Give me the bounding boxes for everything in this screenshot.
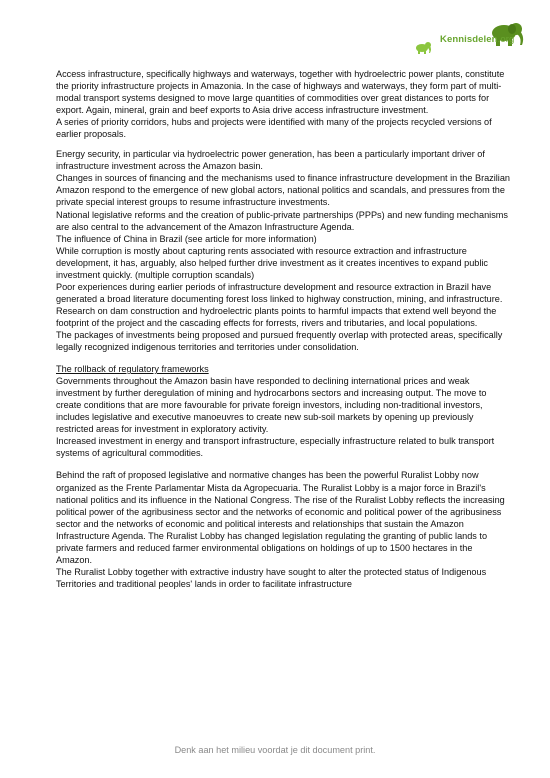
paragraph: The Ruralist Lobby together with extractive industry have sought to alter the protected status of Indigenous Territories and traditional peoples' lands in order to facilitate infrastructure [56,566,487,589]
paragraph: National legislative reforms and the creation of public-private partnerships (PPPs) and new funding mechanisms are also central to the advancement of the Amazon Infrastructure Agenda. [56,209,508,232]
paragraph: Access infrastructure, specifically highways and waterways, together with hydroelectric power plants, constitute the priority infrastructure projects in Amazonia. In the case of highways and waterways, they form part of multi-modal transport systems designed to move large quantities of commodities over great distances to ports for export. Again, mineral, grain and beef exports to Asia drive access infrastructure investment. [56,69,505,116]
paragraph: Governments throughout the Amazon basin have responded to declining international prices and weak investment by further deregulation of mining and hydrocarbons sectors and increasing output. The move to create conditions that are more favourable for private foreign investors, including non-traditional investors, includes legislative and executive manoeuvres to create new sub-soil markets by opening up previously restricted areas for investment in exploratory activity. [56,376,487,435]
paragraph: The influence of China in Brazil (see article for more information) [56,233,317,244]
paragraph: Increased investment in energy and transport infrastructure, especially infrastructure related to bulk transport systems of agricultural commodities. [56,436,495,459]
paragraph: Changes in sources of financing and the mechanisms used to finance infrastructure development in the Brazilian Amazon respond to the emergence of new global actors, national politics and scandals, and pressures from the private special interest groups to resume infrastructure investments. [56,173,510,208]
paragraph: Poor experiences during earlier periods of infrastructure development and resource extraction in Brazil have generated a broad literature documenting forest loss linked to highway construction, mining, and infrastructure. Research on dam construction and hydroelectric plants points to harmful impacts that extend well beyond the footprint of the project and the cascading effects for forrests, rivers and tributaries, and local populations. [56,281,503,328]
section-heading: The rollback of regulatory frameworks [56,364,209,375]
logo-extension: .org [497,34,515,45]
paragraph: Energy security, in particular via hydroelectric power generation, has been a particularly important driver of infrastructure investment across the Amazon basin. [56,149,485,172]
paragraph: Behind the raft of proposed legislative and normative changes has been the powerful Ruralist Lobby now organized as the Frente Parlamentar Mista da Agropecuaria. The Ruralist Lobby is a major force in Brazil's national politics and its influence in the National Congress. The rise of the Ruralist Lobby reflects the increasing political power of the agribusiness sector and the networks of economic and political power of the agribusiness sector and the networks of economic and political interests and relationships that sustain the Amazon Infrastructure Agenda. The Ruralist Lobby has changed legislation regulating the granting of public lands to private farmers and reduced farmer environmental obligations on holdings of up to 1500 hectares in the Amazon. [56,470,505,565]
page-footer: Denk aan het milieu voordat je dit document print. [174,745,376,755]
kennisdelen-logo [412,20,530,56]
paragraph-block-1 [56,68,510,140]
paragraph: The packages of investments being proposed and pursued frequently overlap with protected areas, specifically legally recognized indigenous territories and territories under consolidation. [56,329,503,353]
paragraph: While corruption is mostly about capturing rents associated with resource extraction and infrastructure development, it has, arguably, also helped further drive investment as it creates incentives to expand public investment quickly. (multiple corruption scandals) [56,245,488,280]
paragraph: A series of priority corridors, hubs and projects were identified with many of the projects recycled versions of earlier proposals. [56,117,492,140]
paragraph-block-2 [56,148,510,353]
logo-wordmark [440,34,514,45]
document-body [56,68,510,590]
regulatory-section [56,363,510,459]
paragraph-block-4 [56,469,510,589]
logo-name: Kennisdelen [440,34,498,45]
